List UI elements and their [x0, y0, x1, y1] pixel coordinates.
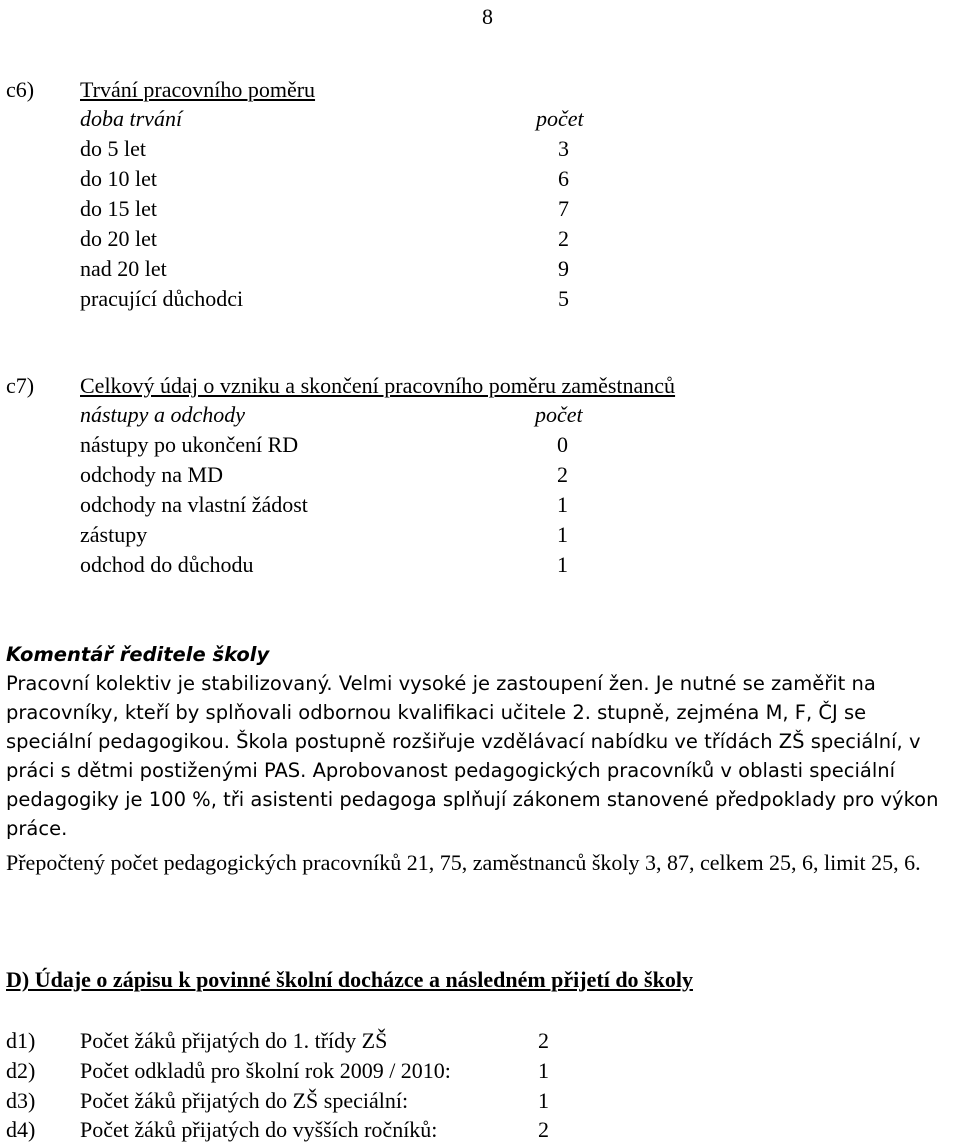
c6-row-value: 9	[558, 256, 569, 281]
c7-column-header-type: nástupy a odchody	[80, 402, 245, 427]
c7-row-label: odchody na vlastní žádost	[80, 492, 308, 517]
c7-row-label: odchod do důchodu	[80, 552, 254, 577]
section-d-row-text: Počet žáků přijatých do vyšších ročníků:	[80, 1117, 438, 1142]
c7-column-header-count: počet	[535, 402, 583, 427]
section-d-row-text: Počet žáků přijatých do ZŠ speciální:	[80, 1088, 409, 1113]
c6-row-label: do 15 let	[80, 196, 157, 221]
director-comment-text: Pracovní kolektiv je stabilizovaný. Velmi vysoké je zastoupení žen. Je nutné se zaměřit na pracovníky, kteří by splňovali odbornou kvalifikaci učitele 2. stupně, zejména M, F, ČJ se speciální pedagogikou. Škola postupně rozšiřuje vzdělávací nabídku ve třídách ZŠ speciální, v práci s dětmi postiženými PAS. Aprobovanost pedagogických pracovníků v oblasti speciální pedagogiky je 100 %, tři asistenti pedagoga splňují zákonem stanovené předpoklady pro výkon práce.	[6, 672, 939, 840]
c7-row-label: odchody na MD	[80, 462, 223, 487]
c7-row-value: 1	[557, 552, 568, 577]
c7-row-value: 1	[557, 492, 568, 517]
section-c6-label: c6)	[6, 77, 35, 102]
page-number: 8	[482, 4, 493, 29]
c6-column-header-count: počet	[536, 106, 584, 131]
director-comment	[6, 640, 954, 843]
section-d-row-value: 1	[538, 1088, 549, 1113]
c7-row-label: zástupy	[80, 522, 148, 547]
c6-row-label: do 10 let	[80, 166, 157, 191]
c6-row-label: do 5 let	[80, 136, 146, 161]
c7-row-label: nástupy po ukončení RD	[80, 432, 299, 457]
c7-row-value: 1	[557, 522, 568, 547]
section-d-row-text: Počet odkladů pro školní rok 2009 / 2010:	[80, 1058, 451, 1083]
c6-column-header-duration: doba trvání	[80, 106, 183, 131]
c6-row-label: pracující důchodci	[80, 286, 244, 311]
section-d-row-label: d2)	[6, 1058, 36, 1083]
c6-row-value: 2	[558, 226, 569, 251]
c7-row-value: 0	[557, 432, 568, 457]
director-comment-title: Komentář ředitele školy	[6, 643, 270, 666]
section-d-row-value: 2	[538, 1028, 549, 1053]
c6-row-value: 6	[558, 166, 569, 191]
c6-row-value: 5	[558, 286, 569, 311]
section-d-heading: D) Údaje o zápisu k povinné školní docházce a následném přijetí do školy	[6, 967, 693, 992]
section-d-row-label: d4)	[6, 1117, 36, 1142]
staff-count-note: Přepočtený počet pedagogických pracovníků 21, 75, zaměstnanců školy 3, 87, celkem 25, 6, limit 25, 6.	[6, 850, 921, 875]
c6-row-value: 7	[558, 196, 569, 221]
section-c6-title: Trvání pracovního poměru	[80, 77, 316, 102]
section-d-row-label: d3)	[6, 1088, 36, 1113]
section-d-row-value: 2	[538, 1117, 549, 1142]
section-c7-label: c7)	[6, 373, 35, 398]
c6-row-value: 3	[558, 136, 569, 161]
c7-row-value: 2	[557, 462, 568, 487]
section-c7-title: Celkový údaj o vzniku a skončení pracovního poměru zaměstnanců	[80, 373, 676, 398]
section-d-row-label: d1)	[6, 1028, 36, 1053]
section-d-row-text: Počet žáků přijatých do 1. třídy ZŠ	[80, 1028, 388, 1053]
c6-row-label: do 20 let	[80, 226, 157, 251]
c6-row-label: nad 20 let	[80, 256, 167, 281]
section-d-row-value: 1	[538, 1058, 549, 1083]
